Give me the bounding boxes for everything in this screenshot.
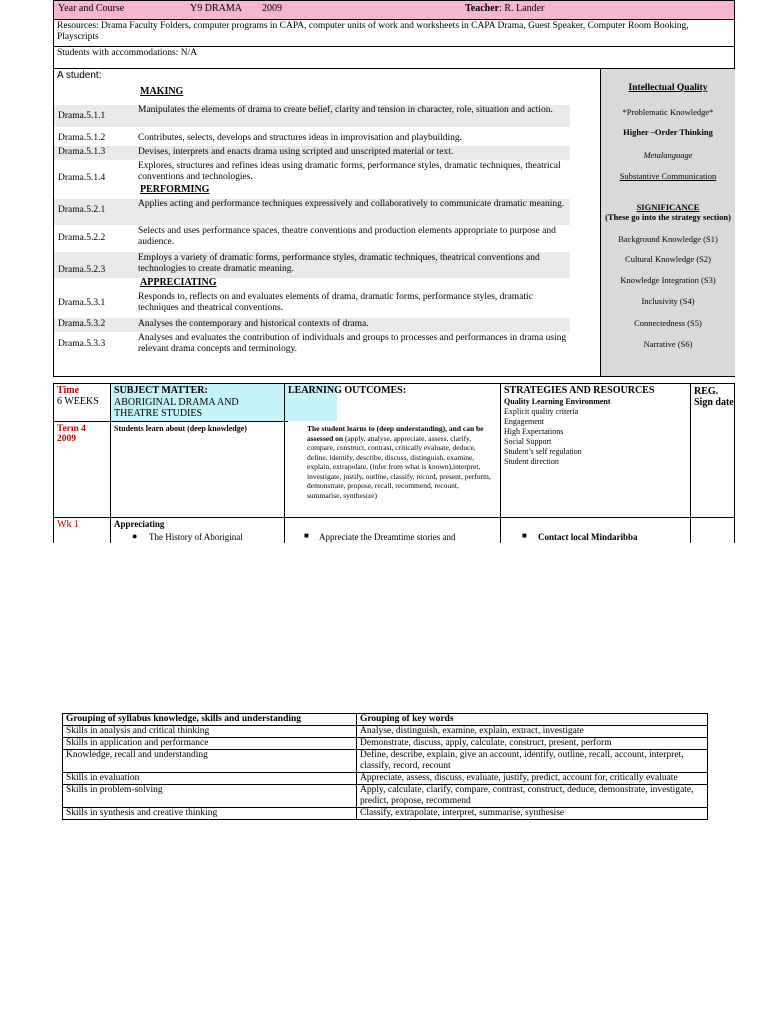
significance-item: Connectedness (S5): [634, 318, 702, 328]
course-header: [53, 0, 735, 20]
table-row: [63, 785, 708, 808]
table-row: [63, 808, 708, 820]
significance-item: Knowledge Integration (S3): [620, 275, 716, 285]
learning-outcomes-label: LEARNING OUTCOMES:: [288, 385, 407, 396]
table-cell: Knowledge, recall and understanding: [63, 750, 357, 773]
bullet-icon: ■: [522, 531, 527, 540]
table-cell: Skills in analysis and critical thinking: [63, 726, 357, 738]
table-cell: Apply, calculate, clarify, compare, contrast, construct, deduce, demonstrate, investigate, predict, propose, recommend: [357, 785, 708, 808]
teacher-label: Teacher: [465, 3, 500, 14]
teacher-name: : R. Lander: [499, 3, 545, 14]
intellectual-quality-panel: [600, 69, 735, 376]
strategy-item: Student direction: [504, 457, 559, 466]
bullet-icon: ■: [304, 531, 309, 540]
accommodations-text: Students with accommodations: N/A: [53, 47, 735, 69]
teacher-field: [465, 3, 544, 14]
significance-item: Inclusivity (S4): [641, 296, 695, 306]
term-label: Term 4 2009: [57, 424, 86, 444]
making-heading: MAKING: [140, 86, 184, 97]
bullet-icon: ●: [132, 531, 138, 541]
outcome-description: Employs a variety of dramatic forms, performance styles, dramatic techniques, theatrical conventions and technologies to create dramatic meaning.: [138, 253, 540, 274]
outcomes-section: [53, 69, 735, 377]
strategy-item: Student’s self regulation: [504, 447, 582, 456]
table-row: [63, 773, 708, 785]
subject-matter-label: SUBJECT MATTER:: [114, 385, 208, 396]
students-learn-to-verbs: (apply, analyse, appreciate, assess, clarify, compare, construct, contrast, critically evaluate, deduce, define, identify, describe, discuss, distinguish, examine, explain, extrapolate, (infer from what is known),interpret, investigate, justify, outline, classify, record, present, perform, demonstrate, propose, recall, recommend, recount, summarise, synthesize): [307, 433, 491, 500]
strategy-item: Social Support: [504, 437, 552, 446]
keywords-table: [62, 713, 708, 820]
iq-item: *Problematic Knowledge*: [622, 107, 714, 117]
outcome-code: Drama.5.3.3: [58, 339, 106, 349]
column-divider: [690, 384, 691, 543]
iq-item: Substantive Communication: [619, 171, 717, 181]
strategies-label: STRATEGIES AND RESOURCES: [504, 385, 655, 396]
significance-note: (These go into the strategy section): [605, 212, 731, 222]
strategy-list: [504, 397, 688, 467]
row-divider: [54, 517, 734, 518]
header-cell: Grouping of key words: [357, 714, 708, 726]
iq-item: Metalanguage: [643, 150, 693, 160]
reg-sign-date-label: REG. Sign date: [694, 386, 734, 408]
table-row: [63, 738, 708, 750]
significance-title: SIGNIFICANCE: [636, 202, 700, 212]
outcome-description: Manipulates the elements of drama to create belief, clarity and tension in character, role, situation and action.: [138, 105, 553, 115]
table-cell: Skills in synthesis and creative thinking: [63, 808, 357, 820]
appreciating-heading: APPRECIATING: [140, 277, 217, 288]
strategy-item: High Expectations: [504, 427, 564, 436]
strategy-bullet: Contact local Mindaribba: [538, 532, 638, 542]
table-cell: Skills in application and performance: [63, 738, 357, 750]
outcome-code: Drama.5.2.1: [58, 205, 106, 215]
significance-item: Cultural Knowledge (S2): [625, 254, 711, 264]
students-learn-to-bold: The student learns to (deep understanding), and can be assessed on: [307, 424, 484, 443]
outcome-description: Analyses the contemporary and historical contexts of drama.: [138, 319, 369, 329]
table-cell: Classify, extrapolate, interpret, summarise, synthesise: [357, 808, 708, 820]
subject-matter: ABORIGINAL DRAMA AND THEATRE STUDIES: [114, 397, 239, 419]
column-divider: [500, 384, 501, 543]
outcome-code: Drama.5.3.1: [58, 298, 106, 308]
outcome-description: Responds to, reflects on and evaluates elements of drama, dramatic forms, performance styles, dramatic techniques and theatrical conventions.: [138, 292, 533, 313]
course-year: 2009: [262, 3, 282, 14]
time-label: Time: [57, 385, 80, 396]
students-learn-about: Students learn about (deep knowledge): [114, 424, 247, 433]
table-cell: Analyse, distinguish, examine, explain, extract, investigate: [357, 726, 708, 738]
outcome-code: Drama.5.1.3: [58, 147, 106, 157]
performing-heading: PERFORMING: [140, 184, 210, 195]
program-table: [53, 383, 735, 543]
strategy-item: Explicit quality criteria: [504, 407, 579, 416]
header-cell: Grouping of syllabus knowledge, skills and understanding: [63, 714, 357, 726]
row-divider: [54, 421, 288, 422]
outcome-code: Drama.5.1.4: [58, 173, 106, 183]
outcome-code: Drama.5.1.1: [58, 111, 106, 121]
week-label: Wk 1: [57, 519, 79, 530]
outcome-code: Drama.5.1.2: [58, 133, 106, 143]
column-divider: [110, 384, 111, 543]
course-name: Y9 DRAMA: [190, 3, 242, 14]
significance-item: Narrative (S6): [643, 339, 693, 349]
outcome-description: Explores, structures and refines ideas using dramatic forms, performance styles, dramatic techniques, theatrical conventions and technologies.: [138, 161, 561, 182]
appreciating-label: Appreciating: [114, 519, 165, 529]
strategy-item: Quality Learning Environment: [504, 397, 611, 406]
iq-item: Higher –Order Thinking: [623, 127, 713, 137]
outcome-code: Drama.5.2.3: [58, 265, 106, 275]
duration: 6 WEEKS: [57, 396, 99, 407]
table-cell: Demonstrate, discuss, apply, calculate, construct, present, perform: [357, 738, 708, 750]
table-cell: Skills in problem-solving: [63, 785, 357, 808]
outcome-bullet: Appreciate the Dreamtime stories and: [319, 532, 456, 542]
students-learn-to: [307, 424, 492, 500]
table-row: [63, 750, 708, 773]
outcome-description: Applies acting and performance techniques expressively and collaboratively to communicate dramatic meaning.: [138, 199, 565, 209]
outcome-code: Drama.5.3.2: [58, 319, 106, 329]
table-cell: Appreciate, assess, discuss, evaluate, justify, predict, account for, critically evaluate: [357, 773, 708, 785]
column-divider: [284, 384, 285, 543]
outcomes-intro: A student:: [57, 70, 102, 81]
resources-text: Resources: Drama Faculty Folders, computer programs in CAPA, computer units of work and worksheets in CAPA Drama, Guest Speaker, Computer Room Booking, Playscripts: [53, 20, 735, 47]
outcome-description: Selects and uses performance spaces, theatre conventions and production elements appropriate to purpose and audience.: [138, 226, 556, 247]
outcome-description: Analyses and evaluates the contribution of individuals and groups to processes and performances in drama using relevant drama concepts and terminology.: [138, 333, 567, 354]
iq-title: Intellectual Quality: [628, 83, 708, 93]
strategy-item: Engagement: [504, 417, 544, 426]
outcome-description: Devises, interprets and enacts drama using scripted and unscripted material or text.: [138, 147, 454, 157]
significance-item: Background Knowledge (S1): [618, 234, 718, 244]
table-row: [63, 726, 708, 738]
table-cell: Define, describe, explain, give an account, identify, outline, recall, account, interpret, classify, record, recount: [357, 750, 708, 773]
outcome-code: Drama.5.2.2: [58, 233, 106, 243]
year-course-label: Year and Course: [58, 3, 125, 14]
outcome-description: Contributes, selects, develops and structures ideas in improvisation and playbuilding.: [138, 133, 462, 143]
table-cell: Skills in evaluation: [63, 773, 357, 785]
table-header-row: [63, 714, 708, 726]
history-bullet: The History of Aboriginal: [149, 532, 243, 542]
